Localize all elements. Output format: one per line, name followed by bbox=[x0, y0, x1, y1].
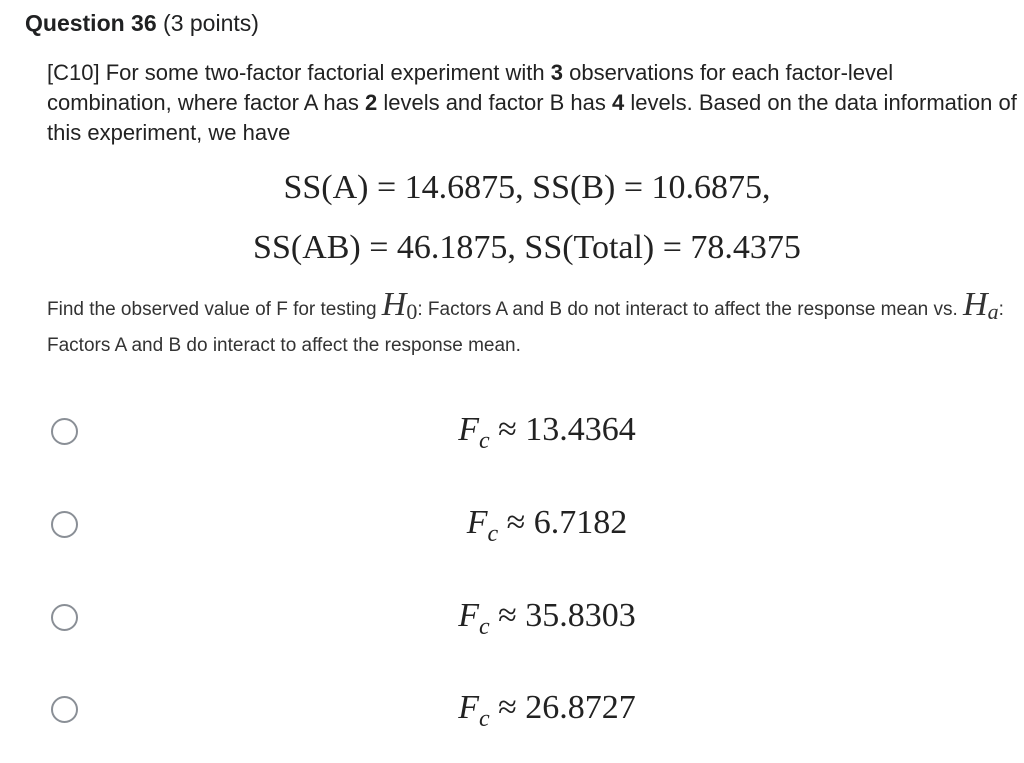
alt-hypothesis-symbol: H bbox=[963, 286, 988, 323]
null-hypothesis-subscript: 0 bbox=[406, 299, 418, 324]
prompt-text-3: : Factors A and B do interact to affect the response mean. bbox=[47, 299, 1004, 356]
answer-option-3-label[interactable] bbox=[0, 596, 1024, 639]
question-stem bbox=[47, 58, 1017, 148]
option-2-approx-sign: ≈ bbox=[498, 504, 534, 541]
question-header bbox=[25, 6, 259, 40]
option-2-variable: F bbox=[466, 504, 488, 541]
stem-text-2: observations for each factor-level combination, where factor A has bbox=[47, 60, 894, 115]
equation-line-1: SS(A) = 14.6875, SS(B) = 10.6875, bbox=[283, 169, 771, 206]
question-points: (3 points) bbox=[163, 10, 259, 36]
equation-line-2: SS(AB) = 46.1875, SS(Total) = 78.4375 bbox=[253, 229, 801, 266]
question-prompt bbox=[47, 286, 1007, 364]
question-title: Question 36 bbox=[25, 10, 157, 36]
answer-option-4-label[interactable] bbox=[0, 688, 1024, 731]
answer-option-2-label[interactable] bbox=[0, 503, 1024, 546]
factor-b-levels: 4 bbox=[612, 90, 625, 115]
option-2-value: 6.7182 bbox=[533, 504, 628, 541]
answer-option-1-label[interactable] bbox=[0, 410, 1024, 453]
prompt-text-1: Find the observed value of F for testing bbox=[47, 299, 382, 320]
option-1-approx-sign: ≈ bbox=[489, 411, 526, 448]
answer-option-2[interactable] bbox=[0, 495, 1024, 555]
option-4-value: 26.8727 bbox=[525, 689, 636, 726]
alt-hypothesis-subscript: a bbox=[987, 299, 999, 324]
null-hypothesis-symbol: H bbox=[381, 286, 407, 323]
option-1-subscript: c bbox=[478, 428, 490, 454]
option-3-variable: F bbox=[458, 597, 479, 634]
option-4-variable: F bbox=[458, 689, 479, 726]
option-3-approx-sign: ≈ bbox=[489, 597, 526, 634]
prompt-text-2: : Factors A and B do not interact to affect the response mean vs. bbox=[417, 299, 964, 320]
answer-option-4[interactable] bbox=[0, 680, 1024, 740]
option-4-approx-sign: ≈ bbox=[489, 689, 526, 726]
option-3-value: 35.8303 bbox=[525, 597, 636, 634]
option-2-subscript: c bbox=[487, 521, 499, 547]
stem-text-4: levels. Based on the data information of this experiment, we have bbox=[47, 90, 1017, 145]
observation-count: 3 bbox=[550, 60, 563, 85]
answer-option-3[interactable] bbox=[0, 588, 1024, 648]
answer-option-1[interactable] bbox=[0, 402, 1024, 462]
option-3-subscript: c bbox=[478, 614, 490, 640]
option-1-value: 13.4364 bbox=[525, 411, 636, 448]
option-4-subscript: c bbox=[478, 706, 490, 732]
option-1-variable: F bbox=[458, 411, 479, 448]
factor-a-levels: 2 bbox=[364, 90, 378, 115]
stem-text-3: levels and factor B has bbox=[377, 90, 613, 115]
stem-text-1: [C10] For some two-factor factorial experiment with bbox=[47, 60, 551, 85]
